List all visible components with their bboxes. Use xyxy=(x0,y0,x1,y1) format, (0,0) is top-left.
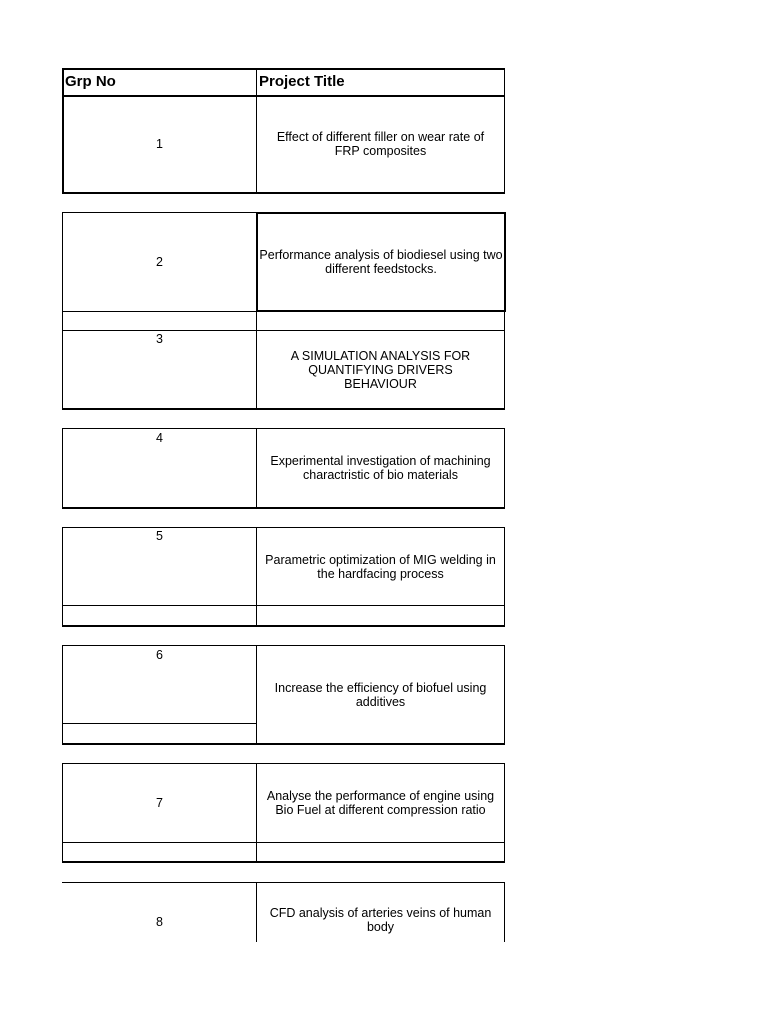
group-number: 7 xyxy=(156,796,163,810)
header-project-title: Project Title xyxy=(259,73,345,90)
group-number: 2 xyxy=(156,255,163,269)
project-title: Experimental investigation of machining charactristic of bio materials xyxy=(270,454,491,482)
header-grp-no: Grp No xyxy=(65,73,116,90)
project-title: CFD analysis of arteries veins of human body xyxy=(269,906,492,934)
project-title: Increase the efficiency of biofuel using additives xyxy=(274,680,487,709)
group-number: 5 xyxy=(156,529,163,543)
group-number: 4 xyxy=(156,431,163,445)
group-number: 1 xyxy=(156,137,163,151)
group-number: 6 xyxy=(156,648,163,662)
group-number: 8 xyxy=(156,915,163,929)
project-title: Performance analysis of biodiesel using two different feedstocks. xyxy=(259,248,503,276)
project-title: Analyse the performance of engine using Bio Fuel at different compression ratio xyxy=(266,789,495,817)
project-title: Effect of different filler on wear rate of FRP composites xyxy=(276,130,485,158)
project-title: Parametric optimization of MIG welding in the hardfacing process xyxy=(265,552,496,581)
group-number: 3 xyxy=(156,332,163,346)
project-title: A SIMULATION ANALYSIS FOR QUANTIFYING DRIVERS BEHAVIOUR xyxy=(290,349,471,391)
